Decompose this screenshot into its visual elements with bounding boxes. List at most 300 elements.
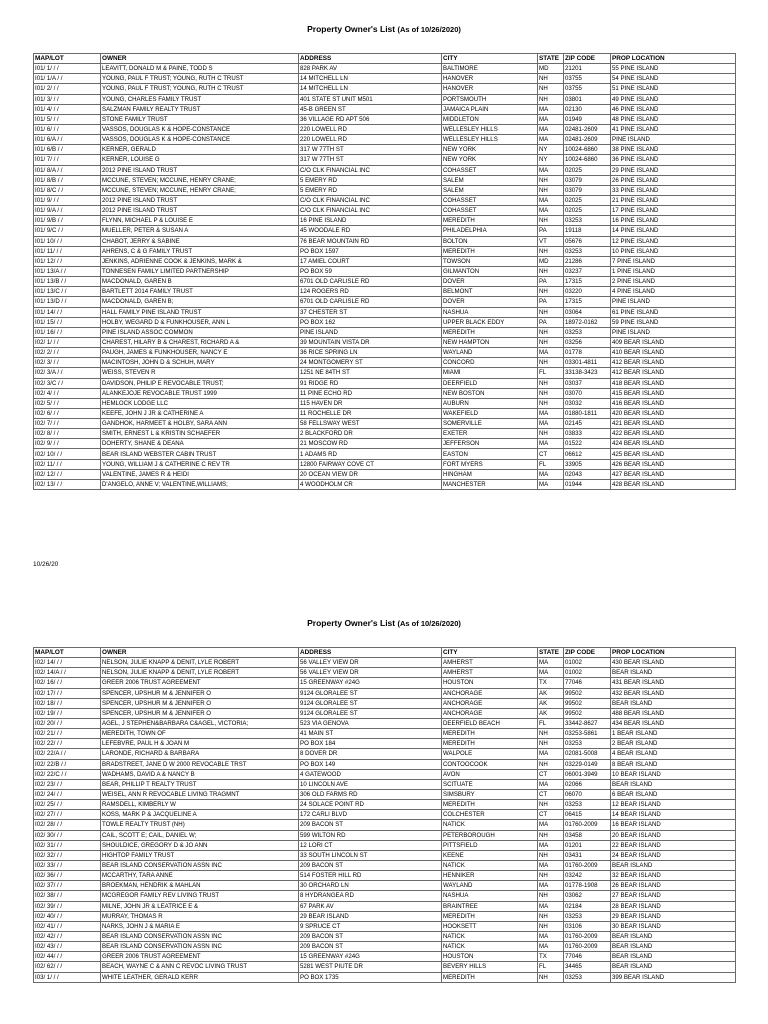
cell-address: 56 VALLEY VIEW DR xyxy=(299,668,442,678)
cell-owner: PINE ISLAND ASSOC COMMON xyxy=(101,327,299,337)
cell-city: NATICK xyxy=(442,931,538,941)
cell-map-lot: I01/ 7/ / / xyxy=(34,155,101,165)
cell-owner: SMITH, ERNEST L & KRISTIN SCHAEFER xyxy=(101,429,299,439)
table-row xyxy=(34,901,736,911)
cell-owner: HALL FAMILY PINE ISLAND TRUST xyxy=(101,307,299,317)
cell-prop-location: 424 BEAR ISLAND xyxy=(611,439,736,449)
cell-city: DEERFIELD BEACH xyxy=(442,718,538,728)
table-row xyxy=(34,658,736,668)
cell-map-lot: I01/ 1/A / / xyxy=(34,74,101,84)
table-row xyxy=(34,104,736,114)
cell-zip-code: 01002 xyxy=(564,658,611,668)
cell-city: PHILADELPHIA xyxy=(442,226,538,236)
cell-owner: CHAREST, HILARY B & CHAREST, RICHARD A & xyxy=(101,337,299,347)
cell-state: NH xyxy=(538,398,564,408)
cell-city: COHASSET xyxy=(442,195,538,205)
cell-map-lot: I02/ 14/ / / xyxy=(34,658,101,668)
table-row xyxy=(34,226,736,236)
cell-prop-location: 16 BEAR ISLAND xyxy=(611,820,736,830)
cell-state: VT xyxy=(538,236,564,246)
cell-address: 124 ROGERS RD xyxy=(299,287,442,297)
cell-city: MIDDLETON xyxy=(442,114,538,124)
table-header-row xyxy=(34,648,736,658)
cell-state: NH xyxy=(538,871,564,881)
cell-prop-location: 12 BEAR ISLAND xyxy=(611,800,736,810)
cell-owner: WHITE LEATHER, GERALD KERR xyxy=(101,972,299,982)
cell-map-lot: I02/ 22/C / / xyxy=(34,769,101,779)
cell-zip-code: 03079 xyxy=(564,175,611,185)
table-row xyxy=(34,678,736,688)
cell-address: 24 SOLACE POINT RD xyxy=(299,800,442,810)
cell-zip-code: 03242 xyxy=(564,871,611,881)
cell-zip-code: 01880-1811 xyxy=(564,408,611,418)
cell-address: 36 RICE SPRING LN xyxy=(299,348,442,358)
cell-state: NH xyxy=(538,266,564,276)
cell-state: FL xyxy=(538,368,564,378)
cell-owner: VASSOS, DOUGLAS K & HOPE-CONSTANCE xyxy=(101,124,299,134)
table-row xyxy=(34,337,736,347)
cell-owner: CHABOT, JERRY & SABINE xyxy=(101,236,299,246)
cell-map-lot: I02/ 8/ / / xyxy=(34,429,101,439)
table-row xyxy=(34,216,736,226)
cell-zip-code: 03458 xyxy=(564,830,611,840)
cell-prop-location: 416 BEAR ISLAND xyxy=(611,398,736,408)
cell-zip-code: 19118 xyxy=(564,226,611,236)
table-row xyxy=(34,749,736,759)
cell-state: NH xyxy=(538,358,564,368)
cell-state: NY xyxy=(538,145,564,155)
cell-city: NEW YORK xyxy=(442,155,538,165)
cell-owner: KOSS, MARK P & JACQUELINE A xyxy=(101,810,299,820)
cell-map-lot: I02/ 23/ / / xyxy=(34,779,101,789)
table-row xyxy=(34,256,736,266)
cell-zip-code: 02043 xyxy=(564,469,611,479)
cell-zip-code: 03220 xyxy=(564,287,611,297)
cell-zip-code: 02066 xyxy=(564,779,611,789)
cell-city: WELLESLEY HILLS xyxy=(442,135,538,145)
cell-prop-location: 425 BEAR ISLAND xyxy=(611,449,736,459)
cell-state: PA xyxy=(538,226,564,236)
cell-owner: BEAR ISLAND CONSERVATION ASSN INC xyxy=(101,860,299,870)
cell-address: PO BOX 1735 xyxy=(299,972,442,982)
cell-zip-code: 77046 xyxy=(564,952,611,962)
cell-address: 21 MOSCOW RD xyxy=(299,439,442,449)
cell-city: HOUSTON xyxy=(442,678,538,688)
cell-owner: SPENCER, UPSHUR M & JENNIFER O xyxy=(101,698,299,708)
cell-zip-code: 02184 xyxy=(564,901,611,911)
cell-zip-code: 01760-2009 xyxy=(564,860,611,870)
cell-address: 45-B GREEN ST xyxy=(299,104,442,114)
cell-city: NEW YORK xyxy=(442,145,538,155)
cell-zip-code: 02145 xyxy=(564,419,611,429)
cell-zip-code: 03253 xyxy=(564,216,611,226)
cell-prop-location: 434 BEAR ISLAND xyxy=(611,718,736,728)
cell-address: 317 W 77TH ST xyxy=(299,155,442,165)
page-title: Property Owner's List (As of 10/26/2020) xyxy=(307,24,461,34)
cell-prop-location: 6 BEAR ISLAND xyxy=(611,789,736,799)
cell-map-lot: I01/ 4/ / / xyxy=(34,104,101,114)
cell-state: MA xyxy=(538,658,564,668)
cell-state: NH xyxy=(538,84,564,94)
cell-map-lot: I01/ 6/B / / xyxy=(34,145,101,155)
table-row xyxy=(34,165,736,175)
cell-zip-code: 03431 xyxy=(564,850,611,860)
cell-state: NH xyxy=(538,388,564,398)
cell-owner: MCCUNE, STEVEN; MCCUNE, HENRY CRANE; xyxy=(101,175,299,185)
cell-map-lot: I02/ 30/ / / xyxy=(34,830,101,840)
cell-map-lot: I02/ 2/ / / xyxy=(34,348,101,358)
cell-map-lot: I02/ 1/ / / xyxy=(34,337,101,347)
cell-map-lot: I01/ 6/ / / xyxy=(34,124,101,134)
cell-state: AK xyxy=(538,688,564,698)
cell-zip-code: 01778-1908 xyxy=(564,881,611,891)
cell-map-lot: I02/ 21/ / / xyxy=(34,729,101,739)
cell-zip-code: 03253 xyxy=(564,327,611,337)
cell-map-lot: I02/ 18/ / / xyxy=(34,698,101,708)
cell-owner: SPENCER, UPSHUR M & JENNIFER O xyxy=(101,708,299,718)
cell-owner: SALZMAN FAMILY REALTY TRUST xyxy=(101,104,299,114)
cell-prop-location: BEAR ISLAND xyxy=(611,779,736,789)
cell-owner: MCGREGOR FAMILY REV LIVING TRUST xyxy=(101,891,299,901)
column-header-city: CITY xyxy=(442,54,538,64)
cell-zip-code: 10024-6860 xyxy=(564,145,611,155)
table-row xyxy=(34,348,736,358)
cell-prop-location: BEAR ISLAND xyxy=(611,860,736,870)
cell-prop-location: 420 BEAR ISLAND xyxy=(611,408,736,418)
cell-zip-code: 03062 xyxy=(564,891,611,901)
cell-address: PO BOX 184 xyxy=(299,739,442,749)
cell-prop-location: 32 BEAR ISLAND xyxy=(611,871,736,881)
cell-city: MEREDITH xyxy=(442,729,538,739)
table-row xyxy=(34,175,736,185)
cell-city: WALPOLE xyxy=(442,749,538,759)
cell-zip-code: 06070 xyxy=(564,789,611,799)
cell-map-lot: I02/ 25/ / / xyxy=(34,800,101,810)
cell-owner: MACDONALD, GAREN B xyxy=(101,277,299,287)
cell-map-lot: I02/ 43/ / / xyxy=(34,942,101,952)
cell-city: ANCHORAGE xyxy=(442,708,538,718)
cell-address: 1 ADAMS RD xyxy=(299,449,442,459)
cell-city: CONTOOCOOK xyxy=(442,759,538,769)
cell-zip-code: 05676 xyxy=(564,236,611,246)
table-row xyxy=(34,840,736,850)
table-body xyxy=(34,658,736,983)
cell-prop-location: 17 PINE ISLAND xyxy=(611,206,736,216)
cell-zip-code: 01778 xyxy=(564,348,611,358)
cell-prop-location: 422 BEAR ISLAND xyxy=(611,429,736,439)
table-row xyxy=(34,962,736,972)
cell-state: MA xyxy=(538,419,564,429)
cell-prop-location: 427 BEAR ISLAND xyxy=(611,469,736,479)
table-row xyxy=(34,972,736,982)
cell-map-lot: I01/ 12/ / / xyxy=(34,256,101,266)
table-row xyxy=(34,729,736,739)
cell-prop-location: 48 PINE ISLAND xyxy=(611,114,736,124)
cell-prop-location: 2 PINE ISLAND xyxy=(611,277,736,287)
cell-prop-location: BEAR ISLAND xyxy=(611,952,736,962)
cell-map-lot: I02/ 20/ / / xyxy=(34,718,101,728)
cell-map-lot: I01/ 16/ / / xyxy=(34,327,101,337)
cell-zip-code: 01949 xyxy=(564,114,611,124)
cell-zip-code: 03253 xyxy=(564,246,611,256)
table-row xyxy=(34,246,736,256)
table-row xyxy=(34,206,736,216)
cell-map-lot: I01/ 9/A / / xyxy=(34,206,101,216)
cell-city: EASTON xyxy=(442,449,538,459)
cell-state: MA xyxy=(538,820,564,830)
cell-zip-code: 03229-0149 xyxy=(564,759,611,769)
cell-owner: 2012 PINE ISLAND TRUST xyxy=(101,165,299,175)
cell-owner: BRADSTREET, JANE D W 2000 REVOCABLE TRST xyxy=(101,759,299,769)
cell-map-lot: I02/ 6/ / / xyxy=(34,408,101,418)
cell-prop-location: 26 PINE ISLAND xyxy=(611,175,736,185)
cell-state: FL xyxy=(538,459,564,469)
cell-zip-code: 02025 xyxy=(564,165,611,175)
cell-address: 4 GATEWOOD xyxy=(299,769,442,779)
cell-city: DOVER xyxy=(442,297,538,307)
cell-owner: BEACH, WAYNE C & ANN C REVOC LIVING TRUST xyxy=(101,962,299,972)
cell-prop-location: 26 BEAR ISLAND xyxy=(611,881,736,891)
cell-zip-code: 18972-0162 xyxy=(564,317,611,327)
cell-address: 29 BEAR ISLAND xyxy=(299,911,442,921)
cell-state: MA xyxy=(538,124,564,134)
cell-address: 41 MAIN ST xyxy=(299,729,442,739)
cell-address: 33 SOUTH LINCOLN ST xyxy=(299,850,442,860)
table-row xyxy=(34,64,736,74)
table-row xyxy=(34,739,736,749)
cell-state: NH xyxy=(538,246,564,256)
cell-prop-location: 27 BEAR ISLAND xyxy=(611,891,736,901)
cell-address: 11 ROCHELLE DR xyxy=(299,408,442,418)
cell-address: C/O CLK FINANCIAL INC xyxy=(299,165,442,175)
cell-zip-code: 03801 xyxy=(564,94,611,104)
cell-owner: YOUNG, PAUL F TRUST; YOUNG, RUTH C TRUST xyxy=(101,84,299,94)
cell-city: MEREDITH xyxy=(442,739,538,749)
cell-zip-code: 01760-2009 xyxy=(564,931,611,941)
cell-zip-code: 03032 xyxy=(564,398,611,408)
cell-prop-location: 33 PINE ISLAND xyxy=(611,185,736,195)
cell-map-lot: I02/ 3/C / / xyxy=(34,378,101,388)
cell-owner: NELSON, JULIE KNAPP & DENIT, LYLE ROBERT xyxy=(101,658,299,668)
cell-state: MA xyxy=(538,668,564,678)
cell-state: NH xyxy=(538,175,564,185)
cell-zip-code: 03755 xyxy=(564,84,611,94)
cell-zip-code: 03833 xyxy=(564,429,611,439)
cell-owner: VALENTINE, JAMES R & HEIDI xyxy=(101,469,299,479)
cell-prop-location: 41 PINE ISLAND xyxy=(611,124,736,134)
cell-owner: BEAR ISLAND WEBSTER CABIN TRUST xyxy=(101,449,299,459)
cell-city: NATICK xyxy=(442,820,538,830)
cell-state: MA xyxy=(538,840,564,850)
cell-state: MA xyxy=(538,104,564,114)
cell-prop-location: 24 BEAR ISLAND xyxy=(611,850,736,860)
cell-zip-code: 03253-5861 xyxy=(564,729,611,739)
cell-zip-code: 01201 xyxy=(564,840,611,850)
cell-city: MANCHESTER xyxy=(442,479,538,489)
cell-state: MA xyxy=(538,114,564,124)
cell-owner: WEISEL, ANN R REVOCABLE LIVING TRAGMNT xyxy=(101,789,299,799)
cell-zip-code: 03070 xyxy=(564,388,611,398)
cell-owner: TONNESEN FAMILY LIMITED PARTNERSHIP xyxy=(101,266,299,276)
cell-state: NH xyxy=(538,800,564,810)
cell-owner: LEFEBVRE, PAUL H & JOAN M xyxy=(101,739,299,749)
table-row xyxy=(34,810,736,820)
table-row xyxy=(34,871,736,881)
cell-prop-location: 10 BEAR ISLAND xyxy=(611,769,736,779)
cell-city: PORTSMOUTH xyxy=(442,94,538,104)
table-row xyxy=(34,891,736,901)
cell-prop-location: PINE ISLAND xyxy=(611,135,736,145)
column-header-owner: OWNER xyxy=(101,54,299,64)
cell-zip-code: 01760-2009 xyxy=(564,942,611,952)
cell-address: 317 W 77TH ST xyxy=(299,145,442,155)
cell-address: 306 OLD FARMS RD xyxy=(299,789,442,799)
cell-owner: TOWLE REALTY TRUST (NH) xyxy=(101,820,299,830)
table-row xyxy=(34,287,736,297)
column-header-state: STATE xyxy=(538,54,564,64)
cell-owner: HIGHTOP FAMILY TRUST xyxy=(101,850,299,860)
cell-owner: KERNER, GERALD xyxy=(101,145,299,155)
cell-prop-location: BEAR ISLAND xyxy=(611,942,736,952)
cell-state: NH xyxy=(538,74,564,84)
cell-zip-code: 10024-6860 xyxy=(564,155,611,165)
cell-address: 8 DOVER DR xyxy=(299,749,442,759)
cell-city: AVON xyxy=(442,769,538,779)
cell-address: PO BOX 1597 xyxy=(299,246,442,256)
cell-owner: CAIL, SCOTT E; CAIL, DANIEL W; xyxy=(101,830,299,840)
cell-zip-code: 03064 xyxy=(564,307,611,317)
cell-city: BELMONT xyxy=(442,287,538,297)
table-row xyxy=(34,419,736,429)
cell-city: WAYLAND xyxy=(442,881,538,891)
cell-address: 67 PARK AV xyxy=(299,901,442,911)
cell-owner: AHRENS, C & G FAMILY TRUST xyxy=(101,246,299,256)
cell-prop-location: BEAR ISLAND xyxy=(611,668,736,678)
cell-zip-code: 34465 xyxy=(564,962,611,972)
cell-city: AUBURN xyxy=(442,398,538,408)
cell-prop-location: 38 PINE ISLAND xyxy=(611,145,736,155)
cell-prop-location: 1 BEAR ISLAND xyxy=(611,729,736,739)
cell-state: NH xyxy=(538,891,564,901)
cell-state: PA xyxy=(538,317,564,327)
cell-address: 36 VILLAGE RD APT 506 xyxy=(299,114,442,124)
owner-table xyxy=(33,647,736,983)
table-row xyxy=(34,378,736,388)
cell-city: CONCORD xyxy=(442,358,538,368)
cell-city: MEREDITH xyxy=(442,327,538,337)
cell-address: 5 EMERY RD xyxy=(299,175,442,185)
cell-state: MA xyxy=(538,881,564,891)
cell-owner: MILNE, JOHN JR & LEATRICE E & xyxy=(101,901,299,911)
cell-map-lot: I01/ 13/D / / xyxy=(34,297,101,307)
cell-prop-location: 51 PINE ISLAND xyxy=(611,84,736,94)
cell-zip-code: 03106 xyxy=(564,921,611,931)
cell-city: AMHERST xyxy=(442,658,538,668)
cell-zip-code: 02081-5008 xyxy=(564,749,611,759)
cell-city: ANCHORAGE xyxy=(442,688,538,698)
cell-zip-code: 06612 xyxy=(564,449,611,459)
cell-city: COLCHESTER xyxy=(442,810,538,820)
cell-address: 15 GREENWAY #24G xyxy=(299,952,442,962)
cell-prop-location: 1 PINE ISLAND xyxy=(611,266,736,276)
cell-address: 24 MONTGOMERY ST xyxy=(299,358,442,368)
table-row xyxy=(34,769,736,779)
cell-address: 523 VIA GENOVA xyxy=(299,718,442,728)
cell-map-lot: I01/ 8/A / / xyxy=(34,165,101,175)
cell-address: 5 EMERY RD xyxy=(299,185,442,195)
cell-address: 17 AMIEL COURT xyxy=(299,256,442,266)
cell-zip-code: 77046 xyxy=(564,678,611,688)
table-row xyxy=(34,698,736,708)
cell-city: BOLTON xyxy=(442,236,538,246)
cell-city: DOVER xyxy=(442,277,538,287)
cell-map-lot: I01/ 3/ / / xyxy=(34,94,101,104)
table-row xyxy=(34,479,736,489)
cell-owner: JENKINS, ADRIENNE COOK & JENKINS, MARK & xyxy=(101,256,299,266)
cell-map-lot: I02/ 19/ / / xyxy=(34,708,101,718)
cell-address: 11 PINE ECHO RD xyxy=(299,388,442,398)
cell-zip-code: 17315 xyxy=(564,277,611,287)
cell-map-lot: I01/ 14/ / / xyxy=(34,307,101,317)
cell-owner: SHOULDICE, GREGORY D & JO ANN xyxy=(101,840,299,850)
cell-owner: RAMSDELL, KIMBERLY W xyxy=(101,800,299,810)
table-row xyxy=(34,718,736,728)
cell-zip-code: 03253 xyxy=(564,800,611,810)
table-row xyxy=(34,469,736,479)
cell-city: MEREDITH xyxy=(442,800,538,810)
table-row xyxy=(34,368,736,378)
cell-map-lot: I01/ 9/C / / xyxy=(34,226,101,236)
cell-address: 172 CARLI BLVD xyxy=(299,810,442,820)
cell-address: 209 BACON ST xyxy=(299,931,442,941)
cell-city: NEW HAMPTON xyxy=(442,337,538,347)
column-header-map-lot: MAP/LOT xyxy=(34,54,101,64)
column-header-prop-location: PROP LOCATION xyxy=(611,648,736,658)
table-body xyxy=(34,64,736,490)
column-header-state: STATE xyxy=(538,648,564,658)
table-row xyxy=(34,931,736,941)
cell-state: FL xyxy=(538,718,564,728)
cell-map-lot: I01/ 11/ / / xyxy=(34,246,101,256)
cell-map-lot: I02/ 41/ / / xyxy=(34,921,101,931)
cell-address: 20 OCEAN VIEW DR xyxy=(299,469,442,479)
cell-address: 14 MITCHELL LN xyxy=(299,74,442,84)
cell-city: NATICK xyxy=(442,860,538,870)
cell-zip-code: 03253 xyxy=(564,972,611,982)
cell-map-lot: I02/ 17/ / / xyxy=(34,688,101,698)
cell-city: SALEM xyxy=(442,185,538,195)
cell-city: MEREDITH xyxy=(442,972,538,982)
cell-address: PO BOX 149 xyxy=(299,759,442,769)
cell-state: PA xyxy=(538,297,564,307)
table-header-row xyxy=(34,54,736,64)
cell-city: SIMSBURY xyxy=(442,789,538,799)
table-row xyxy=(34,820,736,830)
cell-state: AK xyxy=(538,708,564,718)
cell-zip-code: 01002 xyxy=(564,668,611,678)
cell-map-lot: I02/ 3/A / / xyxy=(34,368,101,378)
cell-owner: FLYNN, MICHAEL P & LOUISE E xyxy=(101,216,299,226)
cell-map-lot: I02/ 22/B / / xyxy=(34,759,101,769)
cell-city: KEENE xyxy=(442,850,538,860)
table-row xyxy=(34,759,736,769)
cell-map-lot: I02/ 28/ / / xyxy=(34,820,101,830)
cell-city: SCITUATE xyxy=(442,779,538,789)
table-row xyxy=(34,307,736,317)
cell-owner: DAVIDSON, PHILIP E REVOCABLE TRUST; xyxy=(101,378,299,388)
cell-zip-code: 03079 xyxy=(564,185,611,195)
cell-owner: DOHERTY, SHANE & DEANA xyxy=(101,439,299,449)
